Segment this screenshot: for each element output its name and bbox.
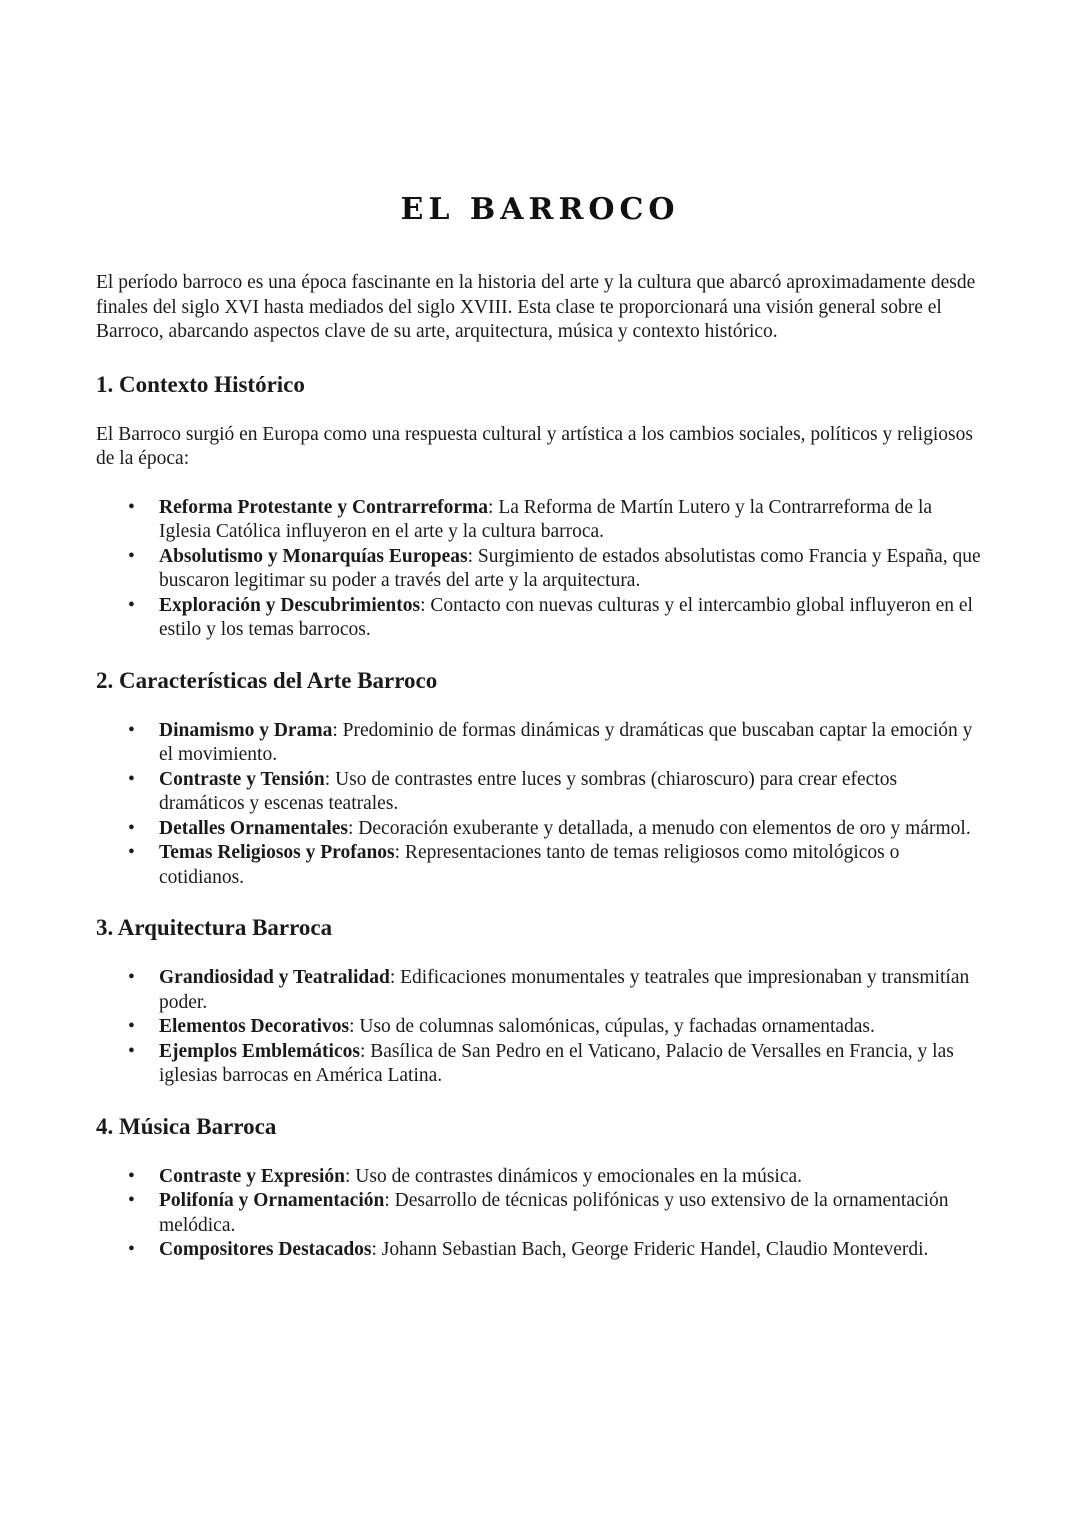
list-item-text: : Edificaciones monumentales y teatrales que impresionaban y transmitían poder. [159,967,970,1013]
list-item-term: Elementos Decorativos [159,1016,350,1037]
bullet-icon: • [128,594,135,616]
list-item-term: Temas Religiosos y Profanos [159,842,395,863]
section-intro-contexto-historico: El Barroco surgió en Europa como una respuesta cultural y artística a los cambios sociales, políticos y religiosos de la época: [96,423,973,469]
list-item-text: : Basílica de San Pedro en el Vaticano, Palacio de Versalles en Francia, y las iglesias barrocas en América Latina. [159,1040,954,1086]
bullet-icon: • [128,967,135,988]
bullet-icon: • [128,768,135,790]
list-item [128,768,984,817]
list-item-term: Detalles Ornamentales [159,817,349,839]
list-item-term: Dinamismo y Drama [159,719,333,741]
list-item [128,1165,984,1190]
list-item-term: Grandiosidad y Teatralidad [159,967,390,988]
bullet-icon: • [128,817,135,839]
list-item-term: Contraste y Expresión [159,1165,345,1187]
list-item-term: Ejemplos Emblemáticos [159,1040,360,1062]
list-item-text: : Uso de contrastes dinámicos y emocionales en la música. [344,1165,803,1187]
bullet-icon: • [128,719,135,741]
bullet-list-contexto-historico [96,496,984,643]
list-item [128,545,984,594]
document-title: EL BARROCO [400,192,680,227]
list-item-text: : Contacto con nuevas culturas y el intercambio global influyeron en el estilo y los temas barrocos. [159,594,973,640]
list-item [128,841,984,890]
list-item-text: : Predominio de formas dinámicas y dramáticas que buscaban captar la emoción y el movimiento. [159,719,973,765]
list-item [128,1040,984,1089]
bullet-icon: • [128,1165,135,1187]
list-item-term: Contraste y Tensión [159,768,325,790]
bullet-icon: • [128,842,135,863]
section-heading-caracteristicas-arte: 2. Características del Arte Barroco [96,667,438,693]
section-heading-contexto-historico: 1. Contexto Histórico [96,371,305,397]
bullet-icon: • [128,1239,135,1260]
bullet-list-arquitectura [96,966,984,1089]
bullet-icon: • [128,1190,135,1211]
list-item-text: : Representaciones tanto de temas religiosos como mitológicos o cotidianos. [159,842,900,888]
list-item [128,719,984,768]
list-item [128,966,984,1015]
list-item-term: Absolutismo y Monarquías Europeas [159,545,468,567]
list-item [128,817,984,842]
list-item [128,594,984,643]
list-item-text: : Johann Sebastian Bach, George Frideric Handel, Claudio Monteverdi. [371,1239,929,1260]
list-item-text: : Desarrollo de técnicas polifónicas y uso extensivo de la ornamentación melódica. [159,1190,949,1236]
list-item [128,1238,984,1263]
bullet-icon: • [128,1040,135,1062]
list-item-text: : Decoración exuberante y detallada, a menudo con elementos de oro y mármol. [348,817,971,839]
list-item [128,496,984,545]
list-item-text: : Surgimiento de estados absolutistas como Francia y España, que buscaron legitimar su poder a través del arte y la arquitectura. [159,545,981,591]
section-heading-arquitectura: 3. Arquitectura Barroca [96,915,333,940]
bullet-list-musica [96,1165,984,1263]
section-heading-musica: 4. Música Barroca [96,1113,277,1139]
list-item-term: Reforma Protestante y Contrarreforma [159,496,489,518]
list-item-text: : Uso de contrastes entre luces y sombras (chiaroscuro) para crear efectos dramáticos y escenas teatrales. [159,768,898,814]
list-item-term: Compositores Destacados [159,1239,372,1260]
list-item [128,1015,984,1040]
intro-paragraph: El período barroco es una época fascinante en la historia del arte y la cultura que abarcó aproximadamente desde finales del siglo XVI hasta mediados del siglo XVIII. Esta clase te proporcionará una visión general sobre el Barroco, abarcando aspectos clave de su arte, arquitectura, música y contexto histórico. [96,272,976,342]
list-item-text: : Uso de columnas salomónicas, cúpulas, y fachadas ornamentadas. [349,1016,875,1037]
list-item-term: Polifonía y Ornamentación [159,1190,385,1211]
list-item [128,1189,984,1238]
bullet-list-caracteristicas-arte [96,719,984,891]
list-item-text: : La Reforma de Martín Lutero y la Contrarreforma de la Iglesia Católica influyeron en el arte y la cultura barroca. [159,496,933,542]
bullet-icon: • [128,1016,135,1037]
bullet-icon: • [128,545,135,567]
bullet-icon: • [128,496,135,518]
list-item-term: Exploración y Descubrimientos [159,594,421,616]
